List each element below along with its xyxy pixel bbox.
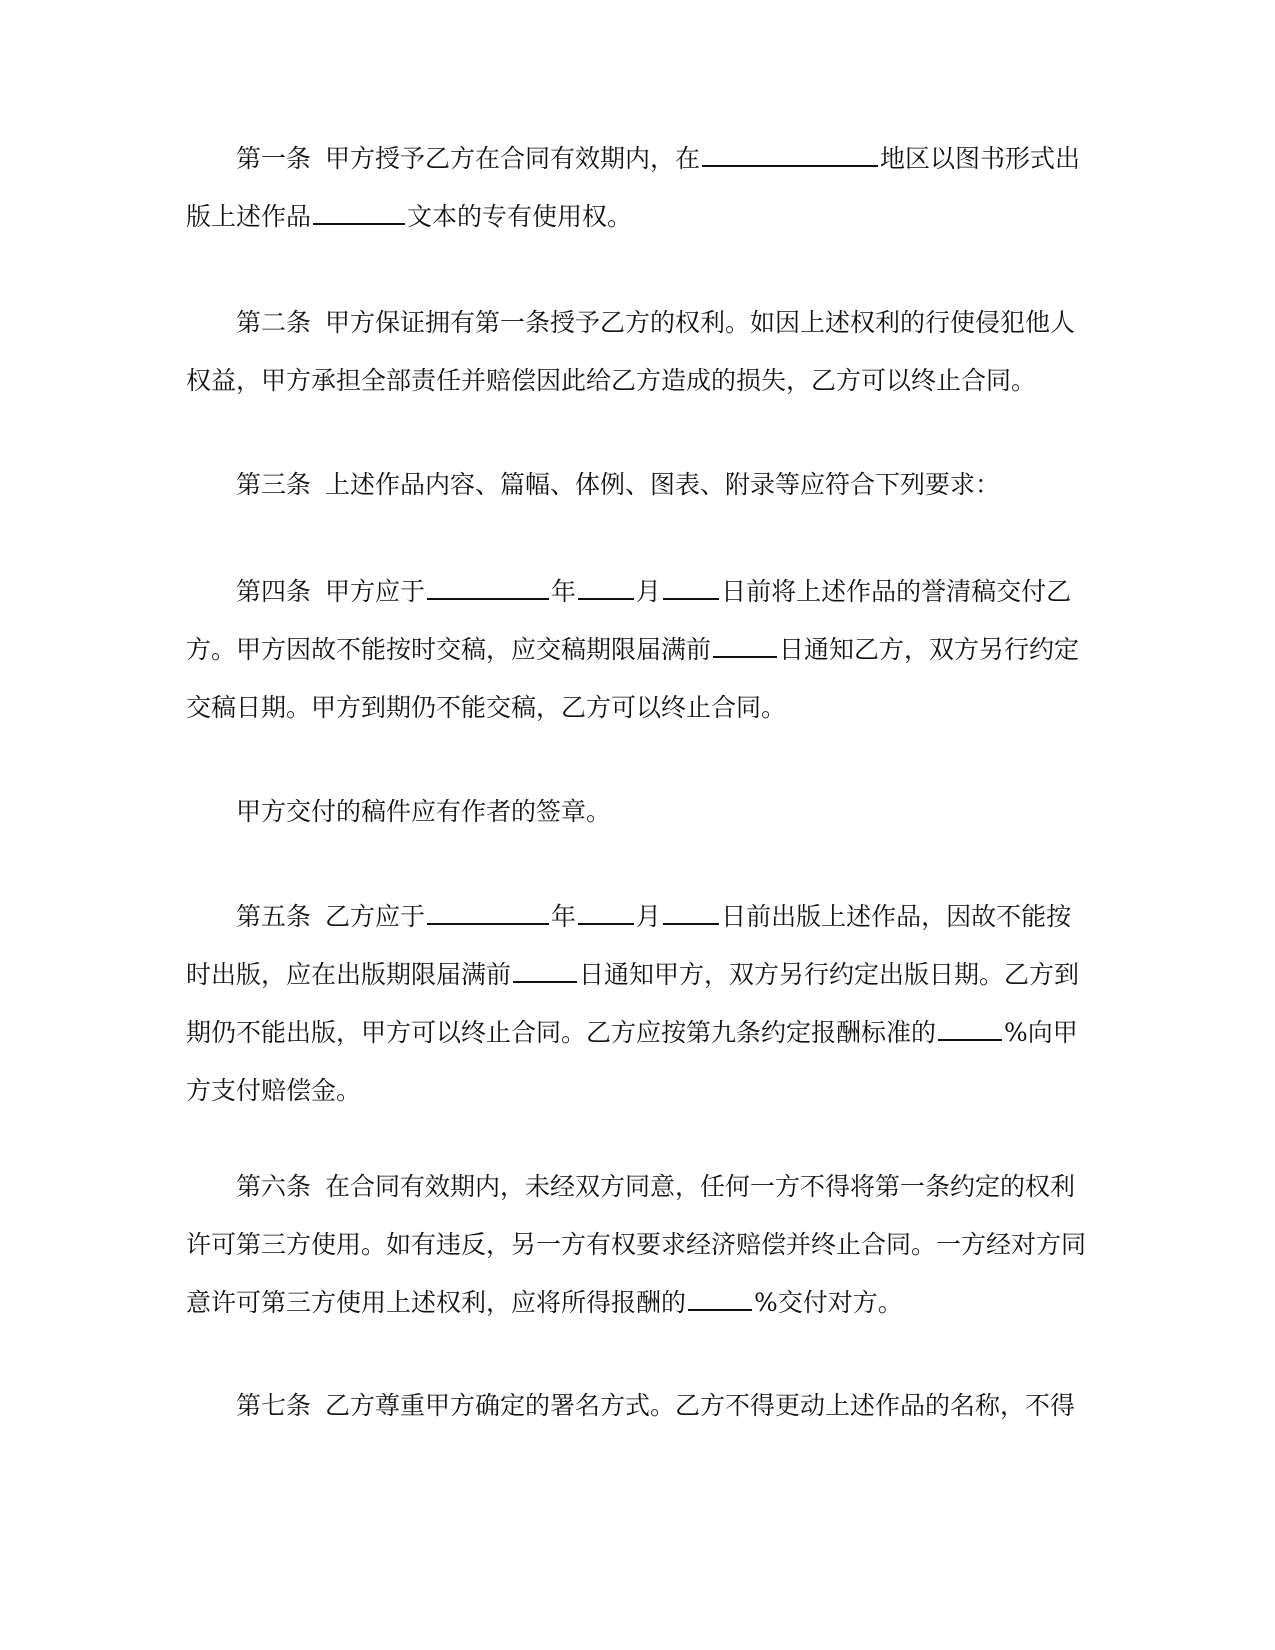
month-blank[interactable] xyxy=(578,576,634,600)
article-4 xyxy=(186,563,1086,737)
article-3-label: 第三条 xyxy=(236,470,312,499)
article-5-text: 日通知甲方，双方另行约定出版日期。乙方到 xyxy=(579,960,1080,989)
article-4-text: 甲方应于 xyxy=(325,577,426,606)
year-label: 年 xyxy=(551,902,577,931)
article-6 xyxy=(186,1158,1086,1332)
article-4-label: 第四条 xyxy=(236,577,312,606)
article-4-text: 方。甲方因故不能按时交稿，应交稿期限届满前 xyxy=(186,635,712,664)
article-5-text: 日前出版上述作品，因故不能按 xyxy=(721,902,1072,931)
article-7-label: 第七条 xyxy=(236,1391,312,1420)
article-5-text: 时出版，应在出版期限届满前 xyxy=(186,960,512,989)
year-blank[interactable] xyxy=(427,576,549,600)
article-3 xyxy=(186,456,1086,514)
article-1-text: 甲方授予乙方在合同有效期内，在 xyxy=(325,144,701,173)
article-2-text: 甲方保证拥有第一条授予乙方的权利。如因上述权利的行使侵犯他人 xyxy=(325,308,1076,337)
article-7 xyxy=(186,1377,1086,1435)
article-4-note xyxy=(186,783,1086,841)
article-2 xyxy=(186,294,1086,410)
article-2-label: 第二条 xyxy=(236,308,312,337)
day-blank[interactable] xyxy=(663,901,719,925)
language-blank[interactable] xyxy=(313,201,405,225)
percent-blank[interactable] xyxy=(938,1017,1002,1041)
article-7-text: 乙方尊重甲方确定的署名方式。乙方不得更动上述作品的名称，不得 xyxy=(325,1391,1076,1420)
article-3-text: 上述作品内容、篇幅、体例、图表、附录等应符合下列要求： xyxy=(325,470,1001,499)
article-5-text: %向甲 xyxy=(1004,1018,1078,1047)
article-4-text: 日前将上述作品的誉清稿交付乙 xyxy=(721,577,1072,606)
article-2-text: 权益，甲方承担全部责任并赔偿因此给乙方造成的损失，乙方可以终止合同。 xyxy=(186,366,1037,395)
article-1-text: 版上述作品 xyxy=(186,202,312,231)
article-1-text: 地区以图书形式出 xyxy=(880,144,1081,173)
percent-blank[interactable] xyxy=(688,1287,752,1311)
article-6-text: 许可第三方使用。如有违反，另一方有权要求经济赔偿并终止合同。一方经对方同 xyxy=(186,1230,1087,1259)
article-6-label: 第六条 xyxy=(236,1172,312,1201)
article-6-text: 意许可第三方使用上述权利，应将所得报酬的 xyxy=(186,1288,687,1317)
article-1-label: 第一条 xyxy=(236,144,312,173)
day-blank[interactable] xyxy=(663,576,719,600)
article-1 xyxy=(186,130,1086,246)
notice-days-blank[interactable] xyxy=(513,959,577,983)
article-1-text: 文本的专有使用权。 xyxy=(407,202,633,231)
year-blank[interactable] xyxy=(427,901,549,925)
article-4-note-text: 甲方交付的稿件应有作者的签章。 xyxy=(236,797,612,826)
article-6-text: %交付对方。 xyxy=(754,1288,903,1317)
year-label: 年 xyxy=(551,577,577,606)
article-5 xyxy=(186,888,1086,1120)
month-label: 月 xyxy=(636,577,662,606)
month-label: 月 xyxy=(636,902,662,931)
article-4-text: 交稿日期。甲方到期仍不能交稿，乙方可以终止合同。 xyxy=(186,693,787,722)
notice-days-blank[interactable] xyxy=(713,634,777,658)
article-4-text: 日通知乙方，双方另行约定 xyxy=(779,635,1080,664)
article-5-text: 方支付赔偿金。 xyxy=(186,1076,362,1105)
article-5-text: 乙方应于 xyxy=(325,902,426,931)
region-blank[interactable] xyxy=(702,143,878,167)
article-5-text: 期仍不能出版，甲方可以终止合同。乙方应按第九条约定报酬标准的 xyxy=(186,1018,937,1047)
month-blank[interactable] xyxy=(578,901,634,925)
article-6-text: 在合同有效期内，未经双方同意，任何一方不得将第一条约定的权利 xyxy=(325,1172,1076,1201)
article-5-label: 第五条 xyxy=(236,902,312,931)
